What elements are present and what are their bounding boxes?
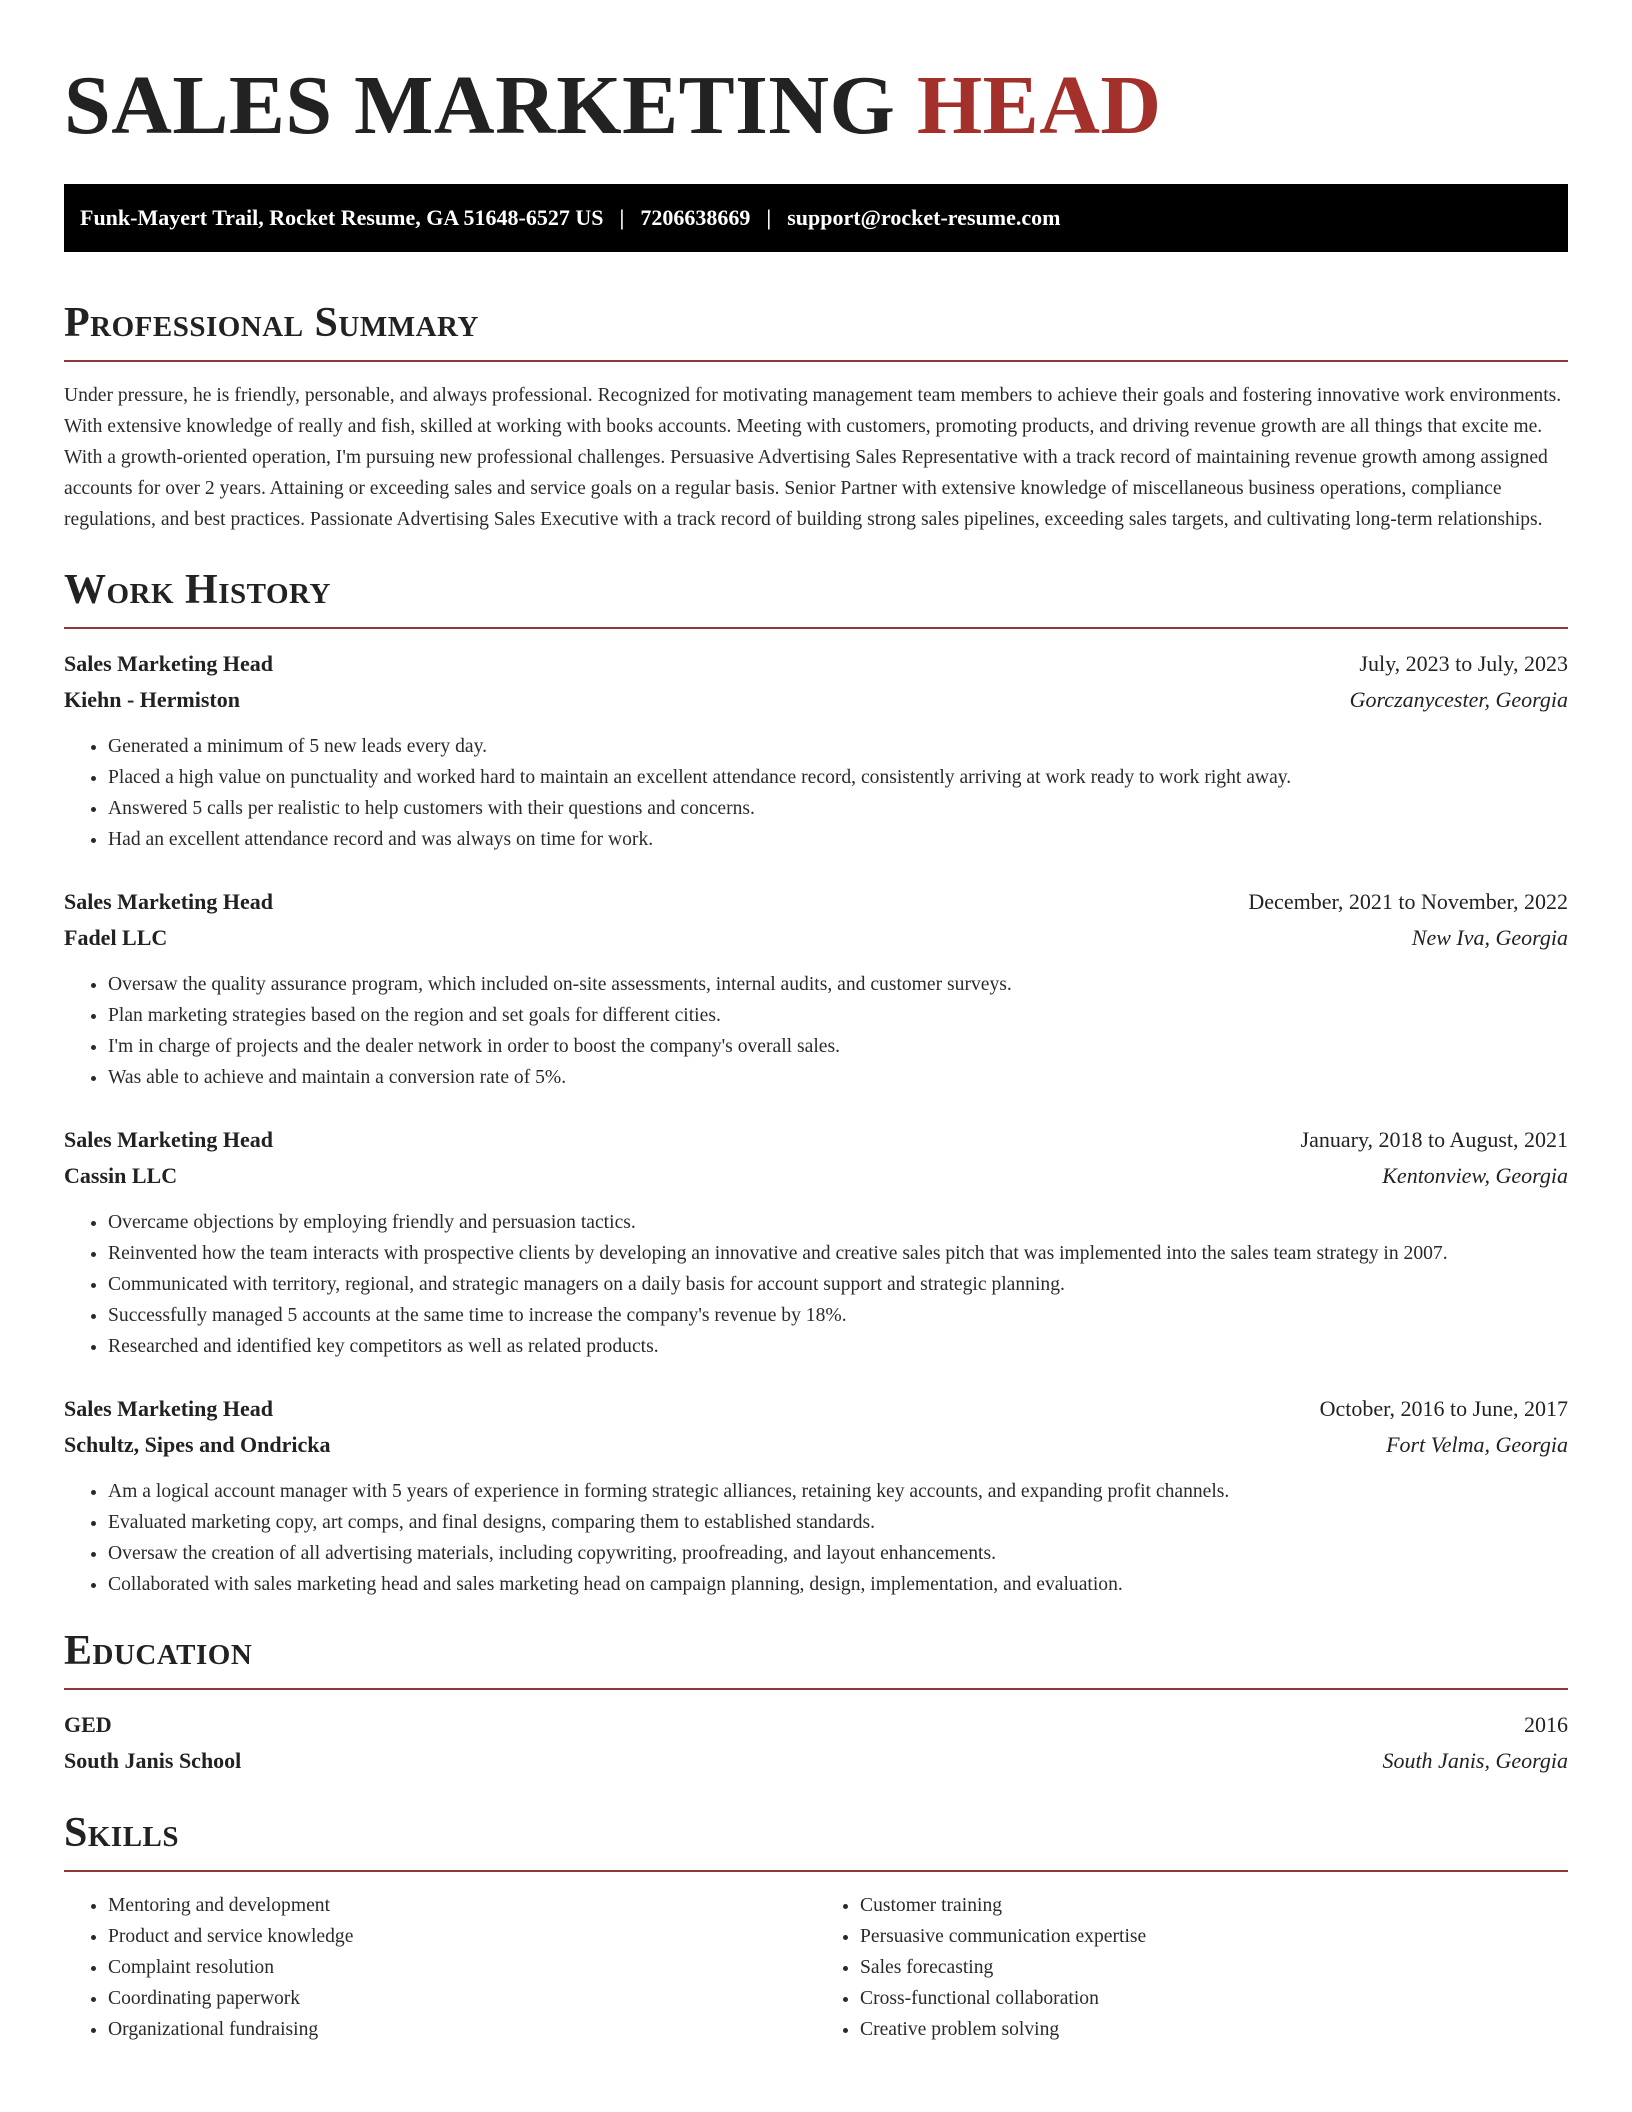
resume-name xyxy=(64,56,1568,152)
skill-item: • Customer training xyxy=(860,1890,1568,1921)
section-divider xyxy=(64,1870,1568,1872)
list-item: • Overcame objections by employing friendly and persuasion tactics. xyxy=(108,1207,1568,1238)
job-dates: July, 2023 to July, 2023 xyxy=(1359,651,1568,676)
job-bullets xyxy=(64,969,1568,1093)
contact-address: Funk-Mayert Trail, Rocket Resume, GA 51648-6527 US xyxy=(80,205,604,230)
job-location: New Iva, Georgia xyxy=(1411,925,1568,950)
job-dates: January, 2018 to August, 2021 xyxy=(1300,1127,1568,1152)
name-accent: HEAD xyxy=(916,59,1162,152)
list-item: • Generated a minimum of 5 new leads every day. xyxy=(108,731,1568,762)
skill-item: • Mentoring and development xyxy=(108,1890,816,1921)
education-section xyxy=(64,1630,1568,1776)
job-location: Kentonview, Georgia xyxy=(1382,1163,1568,1188)
contact-bar xyxy=(64,184,1568,252)
section-divider xyxy=(64,627,1568,629)
list-item: • Was able to achieve and maintain a conversion rate of 5%. xyxy=(108,1062,1568,1093)
list-item: • Collaborated with sales marketing head and sales marketing head on campaign planning, design, implementation, and evaluation. xyxy=(108,1569,1568,1600)
company-name: Cassin LLC xyxy=(64,1163,178,1188)
skill-item: • Persuasive communication expertise xyxy=(860,1921,1568,1952)
school-location: South Janis, Georgia xyxy=(1382,1748,1568,1773)
job-dates: December, 2021 to November, 2022 xyxy=(1248,889,1568,914)
list-item: • Successfully managed 5 accounts at the same time to increase the company's revenue by 18%. xyxy=(108,1300,1568,1331)
job-dates: October, 2016 to June, 2017 xyxy=(1319,1396,1568,1421)
list-item: • Communicated with territory, regional, and strategic managers on a daily basis for account support and strategic planning. xyxy=(108,1269,1568,1300)
section-title: Professional Summary xyxy=(64,300,479,346)
section-divider xyxy=(64,360,1568,362)
work-history-section xyxy=(64,569,1568,1600)
list-item: • Oversaw the quality assurance program, which included on-site assessments, internal audits, and customer surveys. xyxy=(108,969,1568,1000)
school-name: South Janis School xyxy=(64,1748,242,1773)
section-divider xyxy=(64,1688,1568,1690)
skill-item: • Coordinating paperwork xyxy=(108,1983,816,2014)
job-location: Fort Velma, Georgia xyxy=(1386,1432,1568,1457)
skills-grid xyxy=(64,1890,1568,2045)
list-item: • Plan marketing strategies based on the region and set goals for different cities. xyxy=(108,1000,1568,1031)
job-title: Sales Marketing Head xyxy=(64,651,273,676)
list-item: • Researched and identified key competitors as well as related products. xyxy=(108,1331,1568,1362)
job-bullets xyxy=(64,1207,1568,1362)
list-item: • Evaluated marketing copy, art comps, and final designs, comparing them to established standards. xyxy=(108,1507,1568,1538)
summary-text: Under pressure, he is friendly, personable, and always professional. Recognized for motivating management team members to achieve their goals and fostering innovative work environments. With extensive knowledge of really and fish, skilled at working with books accounts. Meeting with customers, promoting products, and driving revenue growth are all things that excite me. With a growth-oriented operation, I'm pursuing new professional challenges. Persuasive Advertising Sales Representative with a track record of maintaining revenue growth among assigned accounts for over 2 years. Attaining or exceeding sales and service goals on a regular basis. Senior Partner with extensive knowledge of miscellaneous business operations, compliance regulations, and best practices. Passionate Advertising Sales Executive with a track record of building strong sales pipelines, exceeding sales targets, and cultivating long-term relationships. xyxy=(64,385,1562,530)
job-title: Sales Marketing Head xyxy=(64,889,273,914)
skill-item: • Organizational fundraising xyxy=(108,2014,816,2045)
contact-phone: 7206638669 xyxy=(640,205,751,230)
section-title: Work History xyxy=(64,567,331,613)
job-entry xyxy=(64,1125,1568,1362)
job-title: Sales Marketing Head xyxy=(64,1127,273,1152)
company-name: Kiehn - Hermiston xyxy=(64,687,240,712)
contact-separator: | xyxy=(766,205,772,230)
education-entry xyxy=(64,1710,1568,1776)
list-item: • Answered 5 calls per realistic to help customers with their questions and concerns. xyxy=(108,793,1568,824)
skill-item: • Cross-functional collaboration xyxy=(860,1983,1568,2014)
company-name: Fadel LLC xyxy=(64,925,168,950)
skills-list-right xyxy=(816,1890,1568,2045)
graduation-year: 2016 xyxy=(1524,1712,1568,1737)
list-item: • Oversaw the creation of all advertising materials, including copywriting, proofreading, and layout enhancements. xyxy=(108,1538,1568,1569)
list-item: • Reinvented how the team interacts with prospective clients by developing an innovative and creative sales pitch that was implemented into the sales team strategy in 2007. xyxy=(108,1238,1568,1269)
job-location: Gorczanycester, Georgia xyxy=(1349,687,1568,712)
job-entry xyxy=(64,649,1568,855)
skill-item: • Creative problem solving xyxy=(860,2014,1568,2045)
company-name: Schultz, Sipes and Ondricka xyxy=(64,1432,331,1457)
list-item: • I'm in charge of projects and the dealer network in order to boost the company's overall sales. xyxy=(108,1031,1568,1062)
job-title: Sales Marketing Head xyxy=(64,1396,273,1421)
list-item: • Am a logical account manager with 5 years of experience in forming strategic alliances, retaining key accounts, and expanding profit channels. xyxy=(108,1476,1568,1507)
job-entry xyxy=(64,887,1568,1093)
job-bullets xyxy=(64,731,1568,855)
job-entry xyxy=(64,1394,1568,1600)
list-item: • Placed a high value on punctuality and worked hard to maintain an excellent attendance record, consistently arriving at work ready to work right away. xyxy=(108,762,1568,793)
contact-separator: | xyxy=(619,205,625,230)
professional-summary-section xyxy=(64,302,1568,535)
job-bullets xyxy=(64,1476,1568,1600)
name-main: SALES MARKETING xyxy=(64,59,896,152)
contact-email: support@rocket-resume.com xyxy=(787,205,1061,230)
section-title: Education xyxy=(64,1628,253,1674)
skill-item: • Complaint resolution xyxy=(108,1952,816,1983)
skill-item: • Sales forecasting xyxy=(860,1952,1568,1983)
skills-list-left xyxy=(64,1890,816,2045)
skill-item: • Product and service knowledge xyxy=(108,1921,816,1952)
list-item: • Had an excellent attendance record and was always on time for work. xyxy=(108,824,1568,855)
section-title: Skills xyxy=(64,1810,180,1856)
skills-section xyxy=(64,1812,1568,2045)
degree: GED xyxy=(64,1712,112,1737)
